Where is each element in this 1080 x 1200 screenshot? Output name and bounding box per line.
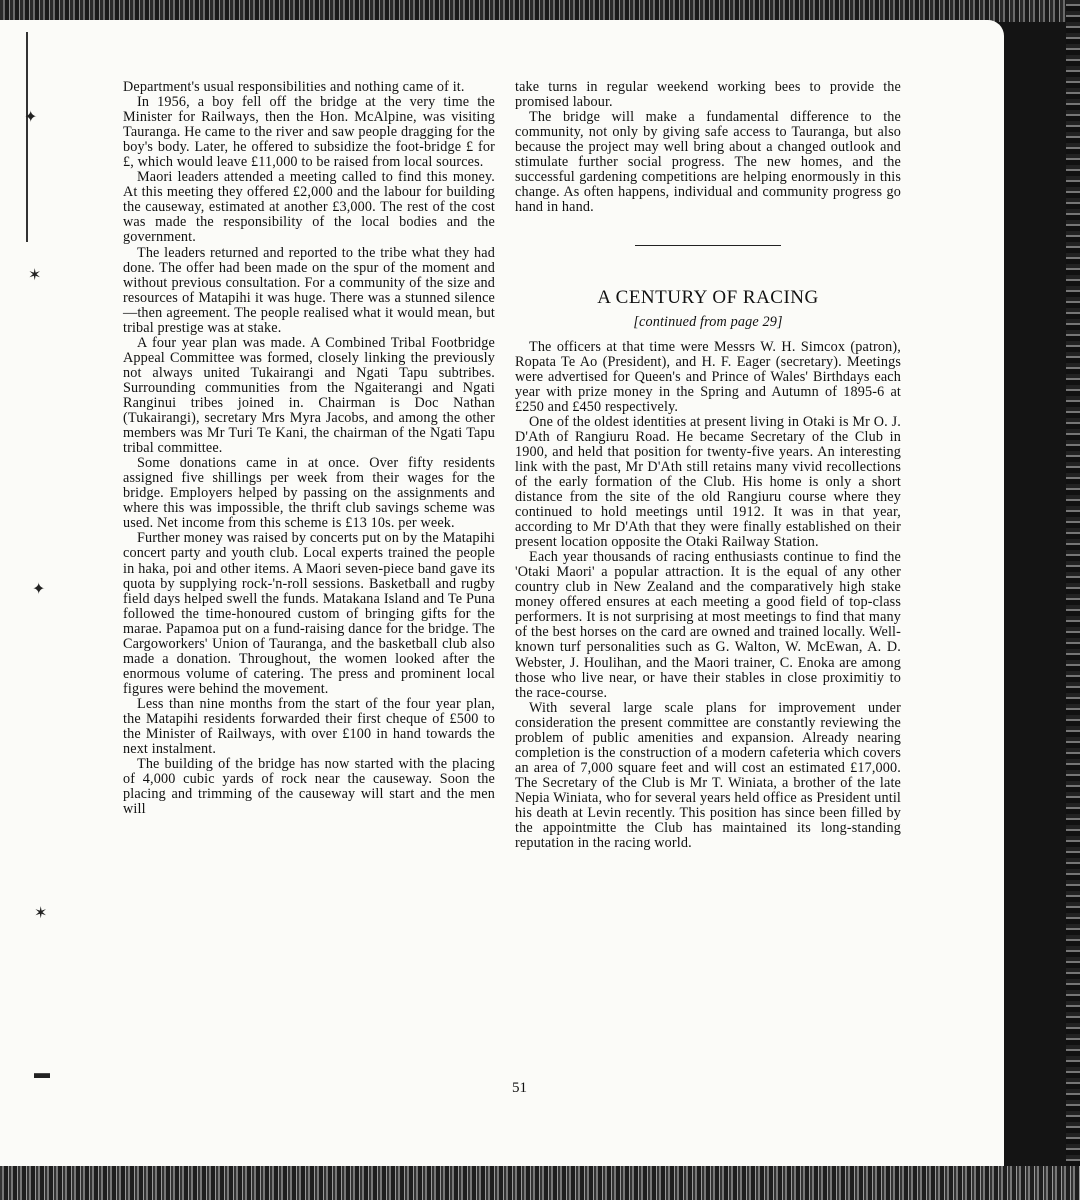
right-column xyxy=(515,80,901,851)
paragraph: Maori leaders attended a meeting called to find this money. At this meeting they offered £2,000 and the labour for building the causeway, estimated at another £3,000. The rest of the cost was made the responsibility of the local bodies and the government. xyxy=(123,169,495,246)
page-number: 51 xyxy=(512,1080,527,1096)
paragraph: The officers at that time were Messrs W. H. Simcox (patron), Ropata Te Ao (President), and H. F. Eager (secretary). Meetings were advertised for Queen's and Prince of Wales' Birthdays each year with prize money in the Spring and Autumn of 1895-6 at £250 and £450 respectively. xyxy=(515,338,901,415)
scan-border-bottom xyxy=(0,1166,1080,1200)
paragraph: Each year thousands of racing enthusiasts continue to find the 'Otaki Maori' a popular attraction. It is the equal of any other country club in New Zealand and the comparatively high stake money offered ensures at each meeting a good field of top-class performers. It is not surprising at most meetings to find that many of the best horses on the card are owned and trained locally. Well-known turf personalities such as G. Walton, W. McEwan, A. D. Webster, J. Houlihan, and the Maori trainer, C. Enoka are among those who live near, or have their stables in close proximitiy to the race-course. xyxy=(515,549,901,701)
section-divider xyxy=(635,245,781,246)
binding-edge xyxy=(26,32,40,242)
paragraph: One of the oldest identities at present living in Otaki is Mr O. J. D'Ath of Rangiuru Road. He became Secretary of the Club in 1900, and held that position for twenty-five years. An interesting link with the past, Mr D'Ath still retains many vivid recollections of the early formation of the Club. His home is only a short distance from the site of the old Rangiuru course where they continued to hold meetings until 1912. It was in that year, according to Mr D'Ath that they were finally established on their present location opposite the Otaki Railway Station. xyxy=(515,413,901,551)
paragraph: Less than nine months from the start of the four year plan, the Matapihi residents forwarded their first cheque of £500 to the Minister of Railways, with over £100 in hand towards the next instalment. xyxy=(123,695,495,758)
paragraph: The bridge will make a fundamental difference to the community, not only by giving safe access to Tauranga, but also because the project may well bring about a changed outlook and stimulate further social progress. The new homes, and the successful gardening competitions are helping enormously in this change. As often happens, individual and community progress go hand in hand. xyxy=(515,109,901,216)
paragraph: Some donations came in at once. Over fifty residents assigned five shillings per week from their wages for the bridge. Employers helped by passing on the assignments and where this was impossible, the thrift club savings scheme was used. Net income from this scheme is £13 10s. per week. xyxy=(123,455,495,532)
binding-mark: ✦ xyxy=(24,109,38,126)
paragraph: With several large scale plans for improvement under consideration the present committee are constantly reviewing the problem of public amenities and expansion. Already nearing completion is the construction of a modern cafeteria which covers an area of 7,000 square feet and will cost an estimated £17,000. The Secretary of the Club is Mr T. Winiata, a brother of the late Nepia Winiata, who for several years held office as President until his death at Levin recently. This position has since been filled by the appointmitte the Club has maintained its long-standing reputation in the racing world. xyxy=(515,699,901,852)
magazine-page xyxy=(0,20,1004,1166)
binding-mark: ✦ xyxy=(32,581,46,598)
paragraph: The leaders returned and reported to the tribe what they had done. The offer had been made on the spur of the moment and without previous consultation. For a community of the size and resources of Matapihi it was huge. There was a stunned silence—then agreement. The people realised what it would mean, but tribal prestige was at stake. xyxy=(123,244,495,336)
article-title: A CENTURY OF RACING xyxy=(597,287,819,309)
binding-mark: ✶ xyxy=(28,267,42,284)
paragraph: Department's usual responsibilities and nothing came of it. xyxy=(123,79,465,95)
paragraph: Further money was raised by concerts put on by the Matapihi concert party and youth club. Local experts trained the people in haka, poi and other items. A Maori seven-piece band gave its quota by supplying rock-'n-roll sessions. Basketball and rugby field days helped swell the funds. Matakana Island and Te Puna followed the time-honoured custom of bringing gifts for the marae. Papamoa put on a fund-raising dance for the bridge. The Cargoworkers' Union of Tauranga, and the basketball club also made a donation. Throughout, the women looked after the enormous volume of catering. The press and prominent local figures were behind the movement. xyxy=(123,530,495,697)
paragraph: In 1956, a boy fell off the bridge at the very time the Minister for Railways, then the Hon. McAlpine, was visiting Tauranga. He came to the river and saw people dragging for the boy's body. Later, he offered to subsidize the foot-bridge £ for £, which would leave £11,000 to be raised from local sources. xyxy=(123,94,495,171)
binding-mark: ✶ xyxy=(34,905,48,922)
paragraph: A four year plan was made. A Combined Tribal Footbridge Appeal Committee was formed, closely linking the previously not always united Tukairangi and Ngati Tapu subtribes. Surrounding communities from the Ngaiterangi and Ngati Ranginui tribes joined in. Chairman is Doc Nathan (Tukairangi), secretary Mrs Myra Jacobs, and among the other members was Mr Turi Te Kani, the chairman of the Ngati Tapu tribal committee. xyxy=(123,334,495,457)
paragraph: take turns in regular weekend working bees to provide the promised labour. xyxy=(515,79,901,111)
article-continuation-note: [continued from page 29] xyxy=(633,314,783,331)
scan-border-top xyxy=(0,0,1080,22)
left-column xyxy=(123,80,495,817)
scan-border-right xyxy=(1066,0,1080,1200)
binding-mark: ▬ xyxy=(34,1065,50,1082)
paragraph: The building of the bridge has now started with the placing of 4,000 cubic yards of rock near the causeway. Soon the placing and trimming of the causeway will start and the men will xyxy=(123,756,495,818)
